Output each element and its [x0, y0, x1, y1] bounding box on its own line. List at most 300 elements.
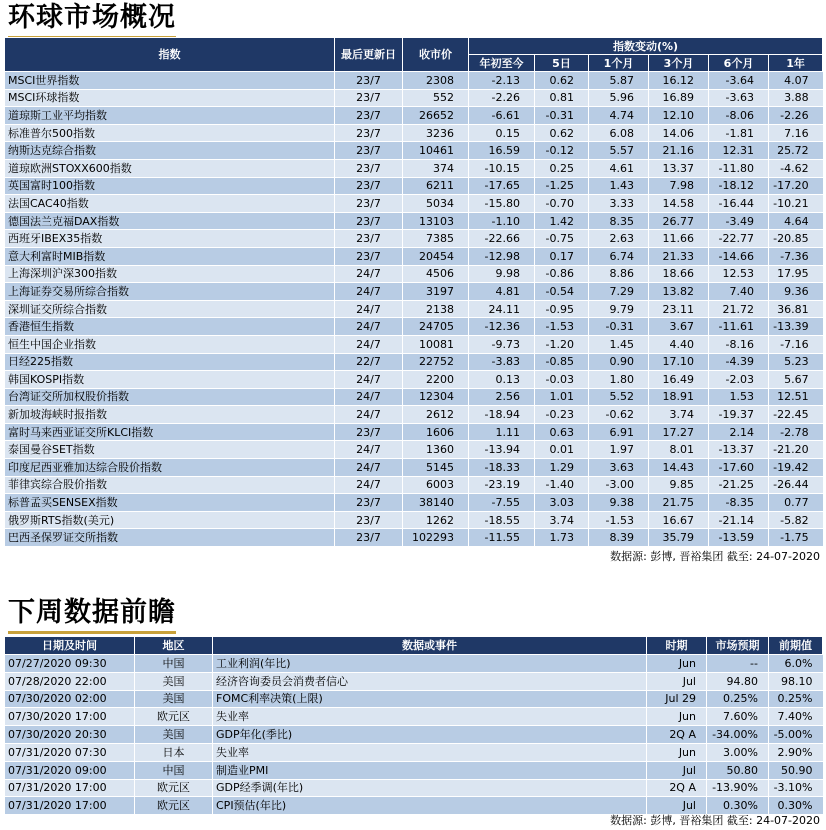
previous-cell: 2.90% [769, 743, 823, 761]
period-cell: Jul [647, 761, 707, 779]
change-ytd-cell: -10.15 [469, 159, 535, 177]
change-5d-cell: -0.31 [535, 107, 589, 125]
index-name-cell: 意大利富时MIB指数 [5, 247, 335, 265]
change-6m-cell: -8.16 [709, 335, 769, 353]
change-3m-cell: 14.06 [649, 124, 709, 142]
forecast-cell: 3.00% [707, 743, 769, 761]
change-ytd-cell: -2.13 [469, 72, 535, 90]
period-cell: 2Q A [647, 779, 707, 797]
change-5d-cell: -1.25 [535, 177, 589, 195]
change-ytd-cell: 24.11 [469, 300, 535, 318]
market-overview-table [4, 37, 823, 547]
change-3m-cell: 12.10 [649, 107, 709, 125]
change-5d-cell: 0.63 [535, 423, 589, 441]
table-row [5, 247, 823, 265]
change-1m-cell: -1.53 [589, 511, 649, 529]
forecast-cell: -34.00% [707, 726, 769, 744]
change-1m-cell: 5.52 [589, 388, 649, 406]
change-ytd-cell: -13.94 [469, 441, 535, 459]
change-1m-cell: 3.63 [589, 459, 649, 477]
close-price-cell: 4506 [403, 265, 469, 283]
previous-cell: 0.30% [769, 797, 823, 815]
change-3m-cell: 9.85 [649, 476, 709, 494]
datetime-cell: 07/31/2020 17:00 [5, 797, 135, 815]
last-update-cell: 23/7 [335, 423, 403, 441]
region-cell: 美国 [135, 690, 213, 708]
change-1y-cell: 3.88 [769, 89, 823, 107]
close-price-cell: 374 [403, 159, 469, 177]
table-row [5, 761, 823, 779]
change-1m-cell: 1.97 [589, 441, 649, 459]
change-1y-cell: -26.44 [769, 476, 823, 494]
header-6m: 6个月 [709, 55, 769, 72]
close-price-cell: 102293 [403, 529, 469, 547]
change-ytd-cell: -18.33 [469, 459, 535, 477]
change-1y-cell: -21.20 [769, 441, 823, 459]
forecast-cell: 0.30% [707, 797, 769, 815]
change-5d-cell: 0.01 [535, 441, 589, 459]
table-row [5, 529, 823, 547]
change-6m-cell: -1.81 [709, 124, 769, 142]
datetime-cell: 07/31/2020 07:30 [5, 743, 135, 761]
change-1y-cell: -13.39 [769, 318, 823, 336]
change-3m-cell: 35.79 [649, 529, 709, 547]
change-1y-cell: -7.36 [769, 247, 823, 265]
event-cell: 工业利润(年比) [213, 655, 647, 673]
period-cell: Jun [647, 743, 707, 761]
last-update-cell: 23/7 [335, 511, 403, 529]
close-price-cell: 3236 [403, 124, 469, 142]
change-3m-cell: 11.66 [649, 230, 709, 248]
change-5d-cell: -1.40 [535, 476, 589, 494]
last-update-cell: 24/7 [335, 371, 403, 389]
table-row [5, 476, 823, 494]
change-5d-cell: 0.17 [535, 247, 589, 265]
table-row [5, 195, 823, 213]
close-price-cell: 3197 [403, 283, 469, 301]
table-row [5, 708, 823, 726]
change-3m-cell: 3.74 [649, 406, 709, 424]
close-price-cell: 20454 [403, 247, 469, 265]
change-1m-cell: 7.29 [589, 283, 649, 301]
change-1y-cell: 4.07 [769, 72, 823, 90]
change-3m-cell: 16.49 [649, 371, 709, 389]
last-update-cell: 23/7 [335, 177, 403, 195]
last-update-cell: 23/7 [335, 107, 403, 125]
change-5d-cell: 1.01 [535, 388, 589, 406]
previous-cell: 50.90 [769, 761, 823, 779]
close-price-cell: 2308 [403, 72, 469, 90]
last-update-cell: 22/7 [335, 353, 403, 371]
last-update-cell: 24/7 [335, 265, 403, 283]
index-name-cell: 泰国曼谷SET指数 [5, 441, 335, 459]
close-price-cell: 2200 [403, 371, 469, 389]
change-ytd-cell: -15.80 [469, 195, 535, 213]
market-overview-title [8, 2, 176, 34]
header-close: 收市价 [403, 38, 469, 72]
change-3m-cell: 21.75 [649, 494, 709, 512]
change-1m-cell: -0.31 [589, 318, 649, 336]
change-1y-cell: -2.26 [769, 107, 823, 125]
index-name-cell: 上海证券交易所综合指数 [5, 283, 335, 301]
change-3m-cell: 18.66 [649, 265, 709, 283]
region-cell: 中国 [135, 655, 213, 673]
index-name-cell: 恒生中国企业指数 [5, 335, 335, 353]
header-1m: 1个月 [589, 55, 649, 72]
close-price-cell: 24705 [403, 318, 469, 336]
market-source-note: 数据源: 彭博, 晋裕集团 截至: 24-07-2020 [610, 550, 820, 563]
change-ytd-cell: 16.59 [469, 142, 535, 160]
index-name-cell: 菲律宾综合股价指数 [5, 476, 335, 494]
change-6m-cell: -14.66 [709, 247, 769, 265]
close-price-cell: 12304 [403, 388, 469, 406]
change-6m-cell: -4.39 [709, 353, 769, 371]
header-previous: 前期值 [769, 637, 823, 655]
header-ytd: 年初至今 [469, 55, 535, 72]
last-update-cell: 24/7 [335, 459, 403, 477]
change-ytd-cell: -12.36 [469, 318, 535, 336]
change-5d-cell: -0.85 [535, 353, 589, 371]
change-3m-cell: 7.98 [649, 177, 709, 195]
change-1m-cell: 0.90 [589, 353, 649, 371]
change-1m-cell: 9.38 [589, 494, 649, 512]
change-1m-cell: 2.63 [589, 230, 649, 248]
region-cell: 美国 [135, 672, 213, 690]
previous-cell: 0.25% [769, 690, 823, 708]
change-6m-cell: -22.77 [709, 230, 769, 248]
previous-cell: -3.10% [769, 779, 823, 797]
change-3m-cell: 3.67 [649, 318, 709, 336]
change-3m-cell: 17.10 [649, 353, 709, 371]
forecast-cell: -- [707, 655, 769, 673]
close-price-cell: 5034 [403, 195, 469, 213]
last-update-cell: 23/7 [335, 494, 403, 512]
header-datetime: 日期及时间 [5, 637, 135, 655]
close-price-cell: 7385 [403, 230, 469, 248]
event-cell: 失业率 [213, 743, 647, 761]
change-1y-cell: 0.77 [769, 494, 823, 512]
event-cell: 失业率 [213, 708, 647, 726]
change-6m-cell: -3.64 [709, 72, 769, 90]
change-1m-cell: 8.35 [589, 212, 649, 230]
period-cell: Jul [647, 672, 707, 690]
change-5d-cell: 3.74 [535, 511, 589, 529]
event-cell: 经济咨询委员会消费者信心 [213, 672, 647, 690]
index-name-cell: 富时马来西亚证交所KLCI指数 [5, 423, 335, 441]
close-price-cell: 1606 [403, 423, 469, 441]
change-5d-cell: 0.62 [535, 124, 589, 142]
table-row [5, 177, 823, 195]
header-last-update: 最后更新日 [335, 38, 403, 72]
last-update-cell: 23/7 [335, 159, 403, 177]
header-event: 数据或事件 [213, 637, 647, 655]
datetime-cell: 07/27/2020 09:30 [5, 655, 135, 673]
change-5d-cell: -0.75 [535, 230, 589, 248]
change-1m-cell: 9.79 [589, 300, 649, 318]
forecast-cell: 50.80 [707, 761, 769, 779]
next-week-preview-title-text: 下周数据前瞻 [8, 597, 176, 628]
last-update-cell: 24/7 [335, 335, 403, 353]
forecast-cell: 0.25% [707, 690, 769, 708]
close-price-cell: 6211 [403, 177, 469, 195]
change-1y-cell: -7.16 [769, 335, 823, 353]
change-3m-cell: 16.89 [649, 89, 709, 107]
table-row [5, 230, 823, 248]
change-1y-cell: 17.95 [769, 265, 823, 283]
change-1m-cell: 8.86 [589, 265, 649, 283]
change-ytd-cell: 4.81 [469, 283, 535, 301]
forecast-cell: -13.90% [707, 779, 769, 797]
change-ytd-cell: -1.10 [469, 212, 535, 230]
last-update-cell: 23/7 [335, 72, 403, 90]
forecast-cell: 7.60% [707, 708, 769, 726]
change-ytd-cell: -11.55 [469, 529, 535, 547]
event-cell: GDP经季调(年比) [213, 779, 647, 797]
change-1m-cell: 1.80 [589, 371, 649, 389]
change-ytd-cell: -3.83 [469, 353, 535, 371]
table-row [5, 655, 823, 673]
title-underline [8, 631, 176, 634]
close-price-cell: 1262 [403, 511, 469, 529]
index-name-cell: 西班牙IBEX35指数 [5, 230, 335, 248]
change-6m-cell: 12.31 [709, 142, 769, 160]
last-update-cell: 23/7 [335, 529, 403, 547]
last-update-cell: 23/7 [335, 212, 403, 230]
datetime-cell: 07/31/2020 09:00 [5, 761, 135, 779]
last-update-cell: 23/7 [335, 142, 403, 160]
change-6m-cell: -13.59 [709, 529, 769, 547]
last-update-cell: 24/7 [335, 300, 403, 318]
datetime-cell: 07/28/2020 22:00 [5, 672, 135, 690]
change-6m-cell: 7.40 [709, 283, 769, 301]
close-price-cell: 552 [403, 89, 469, 107]
change-1y-cell: -10.21 [769, 195, 823, 213]
change-1m-cell: 6.08 [589, 124, 649, 142]
index-name-cell: 韩国KOSPI指数 [5, 371, 335, 389]
table-row [5, 371, 823, 389]
close-price-cell: 2612 [403, 406, 469, 424]
table-row [5, 459, 823, 477]
header-index: 指数 [5, 38, 335, 72]
change-6m-cell: 2.14 [709, 423, 769, 441]
last-update-cell: 23/7 [335, 195, 403, 213]
table-row [5, 494, 823, 512]
change-1m-cell: 1.45 [589, 335, 649, 353]
previous-cell: 7.40% [769, 708, 823, 726]
period-cell: Jun [647, 655, 707, 673]
table-row [5, 797, 823, 815]
table-row [5, 726, 823, 744]
change-3m-cell: 13.82 [649, 283, 709, 301]
change-5d-cell: 3.03 [535, 494, 589, 512]
region-cell: 欧元区 [135, 708, 213, 726]
change-5d-cell: -0.12 [535, 142, 589, 160]
change-6m-cell: -19.37 [709, 406, 769, 424]
header-1y: 1年 [769, 55, 823, 72]
change-ytd-cell: -22.66 [469, 230, 535, 248]
change-ytd-cell: -18.55 [469, 511, 535, 529]
change-5d-cell: 0.25 [535, 159, 589, 177]
close-price-cell: 2138 [403, 300, 469, 318]
change-3m-cell: 18.91 [649, 388, 709, 406]
change-1m-cell: 6.91 [589, 423, 649, 441]
index-name-cell: 纳斯达克综合指数 [5, 142, 335, 160]
close-price-cell: 13103 [403, 212, 469, 230]
change-3m-cell: 21.16 [649, 142, 709, 160]
close-price-cell: 6003 [403, 476, 469, 494]
table-row [5, 388, 823, 406]
change-1m-cell: 8.39 [589, 529, 649, 547]
header-region: 地区 [135, 637, 213, 655]
change-3m-cell: 14.43 [649, 459, 709, 477]
datetime-cell: 07/31/2020 17:00 [5, 779, 135, 797]
region-cell: 日本 [135, 743, 213, 761]
change-1m-cell: 6.74 [589, 247, 649, 265]
change-6m-cell: -8.35 [709, 494, 769, 512]
change-6m-cell: 12.53 [709, 265, 769, 283]
market-overview-title-text: 环球市场概况 [8, 2, 176, 33]
change-1m-cell: 5.87 [589, 72, 649, 90]
index-name-cell: 道琼斯工业平均指数 [5, 107, 335, 125]
period-cell: Jul [647, 797, 707, 815]
table-row [5, 159, 823, 177]
table-row [5, 124, 823, 142]
index-name-cell: 标准普尔500指数 [5, 124, 335, 142]
table-row [5, 441, 823, 459]
index-name-cell: 香港恒生指数 [5, 318, 335, 336]
forecast-cell: 94.80 [707, 672, 769, 690]
index-name-cell: 上海深圳沪深300指数 [5, 265, 335, 283]
header-forecast: 市场预期 [707, 637, 769, 655]
event-cell: 制造业PMI [213, 761, 647, 779]
close-price-cell: 26652 [403, 107, 469, 125]
close-price-cell: 5145 [403, 459, 469, 477]
previous-cell: 6.0% [769, 655, 823, 673]
change-5d-cell: -0.95 [535, 300, 589, 318]
change-6m-cell: -16.44 [709, 195, 769, 213]
change-5d-cell: -1.20 [535, 335, 589, 353]
header-5d: 5日 [535, 55, 589, 72]
index-name-cell: 法国CAC40指数 [5, 195, 335, 213]
change-1y-cell: 7.16 [769, 124, 823, 142]
change-1m-cell: 4.61 [589, 159, 649, 177]
change-1y-cell: -20.85 [769, 230, 823, 248]
region-cell: 中国 [135, 761, 213, 779]
next-week-preview-title [8, 597, 176, 629]
change-1m-cell: 5.57 [589, 142, 649, 160]
change-1y-cell: 25.72 [769, 142, 823, 160]
last-update-cell: 24/7 [335, 406, 403, 424]
datetime-cell: 07/30/2020 20:30 [5, 726, 135, 744]
change-6m-cell: 21.72 [709, 300, 769, 318]
economic-calendar-table [4, 636, 823, 815]
change-ytd-cell: -6.61 [469, 107, 535, 125]
change-1y-cell: 36.81 [769, 300, 823, 318]
change-6m-cell: -21.25 [709, 476, 769, 494]
change-ytd-cell: -9.73 [469, 335, 535, 353]
table-row [5, 743, 823, 761]
index-name-cell: 深圳证交所综合指数 [5, 300, 335, 318]
calendar-source-note: 数据源: 彭博, 晋裕集团 截至: 24-07-2020 [610, 814, 820, 827]
change-5d-cell: -0.70 [535, 195, 589, 213]
change-5d-cell: 0.62 [535, 72, 589, 90]
change-6m-cell: -18.12 [709, 177, 769, 195]
change-5d-cell: -0.86 [535, 265, 589, 283]
last-update-cell: 24/7 [335, 283, 403, 301]
change-1y-cell: 12.51 [769, 388, 823, 406]
change-6m-cell: -3.49 [709, 212, 769, 230]
last-update-cell: 23/7 [335, 124, 403, 142]
last-update-cell: 24/7 [335, 318, 403, 336]
header-period: 时期 [647, 637, 707, 655]
index-name-cell: MSCI环球指数 [5, 89, 335, 107]
index-name-cell: 德国法兰克福DAX指数 [5, 212, 335, 230]
change-ytd-cell: -7.55 [469, 494, 535, 512]
change-ytd-cell: -18.94 [469, 406, 535, 424]
change-5d-cell: 1.73 [535, 529, 589, 547]
change-5d-cell: -0.03 [535, 371, 589, 389]
change-1m-cell: -3.00 [589, 476, 649, 494]
period-cell: Jul 29 [647, 690, 707, 708]
change-6m-cell: 1.53 [709, 388, 769, 406]
index-name-cell: 标普孟买SENSEX指数 [5, 494, 335, 512]
change-5d-cell: 1.42 [535, 212, 589, 230]
event-cell: CPI预估(年比) [213, 797, 647, 815]
change-3m-cell: 17.27 [649, 423, 709, 441]
change-1m-cell: 1.43 [589, 177, 649, 195]
index-name-cell: 台湾证交所加权股价指数 [5, 388, 335, 406]
previous-cell: 98.10 [769, 672, 823, 690]
change-3m-cell: 13.37 [649, 159, 709, 177]
change-ytd-cell: 1.11 [469, 423, 535, 441]
change-3m-cell: 14.58 [649, 195, 709, 213]
period-cell: Jun [647, 708, 707, 726]
change-5d-cell: -0.54 [535, 283, 589, 301]
change-ytd-cell: -23.19 [469, 476, 535, 494]
change-ytd-cell: -2.26 [469, 89, 535, 107]
table-row [5, 107, 823, 125]
last-update-cell: 23/7 [335, 89, 403, 107]
close-price-cell: 22752 [403, 353, 469, 371]
last-update-cell: 23/7 [335, 247, 403, 265]
change-1m-cell: 4.74 [589, 107, 649, 125]
change-1y-cell: 9.36 [769, 283, 823, 301]
last-update-cell: 24/7 [335, 441, 403, 459]
change-1y-cell: 4.64 [769, 212, 823, 230]
change-1y-cell: -1.75 [769, 529, 823, 547]
change-6m-cell: -3.63 [709, 89, 769, 107]
last-update-cell: 24/7 [335, 476, 403, 494]
change-1y-cell: -5.82 [769, 511, 823, 529]
index-name-cell: 俄罗斯RTS指数(美元) [5, 511, 335, 529]
table-row [5, 406, 823, 424]
change-ytd-cell: -17.65 [469, 177, 535, 195]
change-1y-cell: -2.78 [769, 423, 823, 441]
change-3m-cell: 4.40 [649, 335, 709, 353]
table-row [5, 142, 823, 160]
change-ytd-cell: 0.13 [469, 371, 535, 389]
change-3m-cell: 16.12 [649, 72, 709, 90]
region-cell: 美国 [135, 726, 213, 744]
close-price-cell: 10461 [403, 142, 469, 160]
close-price-cell: 10081 [403, 335, 469, 353]
change-3m-cell: 26.77 [649, 212, 709, 230]
change-1y-cell: 5.23 [769, 353, 823, 371]
change-1m-cell: 5.96 [589, 89, 649, 107]
index-name-cell: 日经225指数 [5, 353, 335, 371]
last-update-cell: 23/7 [335, 230, 403, 248]
index-name-cell: MSCI世界指数 [5, 72, 335, 90]
